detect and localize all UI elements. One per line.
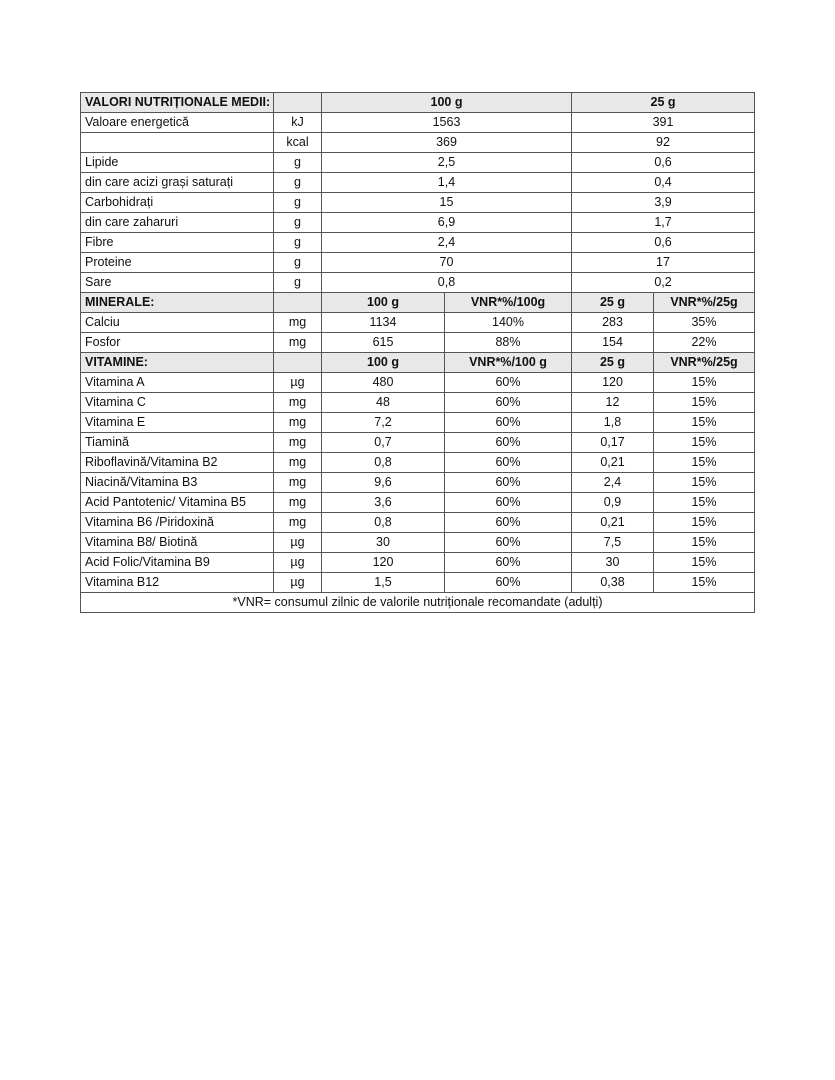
vitamin-value-25g: 0,9	[572, 493, 654, 513]
vitamin-name: Riboflavină/Vitamina B2	[81, 453, 274, 473]
vitamin-vnr-100g: 60%	[445, 393, 572, 413]
vitamin-unit: µg	[274, 533, 322, 553]
vitamin-vnr-100g: 60%	[445, 553, 572, 573]
vitamin-unit: mg	[274, 473, 322, 493]
mineral-name: Fosfor	[81, 333, 274, 353]
energy-value-25g: 92	[572, 133, 755, 153]
minerals-header-label: MINERALE:	[81, 293, 274, 313]
footnote-row	[81, 593, 755, 613]
minerals-header-vnr-25g: VNR*%/25g	[654, 293, 755, 313]
vitamin-value-25g: 0,38	[572, 573, 654, 593]
energy-name: Carbohidrați	[81, 193, 274, 213]
energy-row	[81, 153, 755, 173]
vitamin-name: Tiamină	[81, 433, 274, 453]
vitamin-name: Niacină/Vitamina B3	[81, 473, 274, 493]
vitamin-value-100g: 9,6	[322, 473, 445, 493]
vitamin-name: Acid Pantotenic/ Vitamina B5	[81, 493, 274, 513]
vitamin-value-100g: 30	[322, 533, 445, 553]
mineral-value-25g: 283	[572, 313, 654, 333]
energy-unit: g	[274, 173, 322, 193]
vitamins-header-unit-cell	[274, 353, 322, 373]
vitamin-unit: mg	[274, 433, 322, 453]
vitamin-value-100g: 480	[322, 373, 445, 393]
vitamin-unit: mg	[274, 493, 322, 513]
vitamin-vnr-100g: 60%	[445, 533, 572, 553]
vitamin-vnr-100g: 60%	[445, 413, 572, 433]
vitamin-value-100g: 48	[322, 393, 445, 413]
vitamin-name: Vitamina C	[81, 393, 274, 413]
energy-value-100g: 2,5	[322, 153, 572, 173]
energy-row	[81, 173, 755, 193]
vitamin-vnr-25g: 15%	[654, 493, 755, 513]
energy-value-25g: 0,6	[572, 233, 755, 253]
vitamins-header-row	[81, 353, 755, 373]
vitamin-vnr-25g: 15%	[654, 473, 755, 493]
mineral-unit: mg	[274, 333, 322, 353]
mineral-vnr-100g: 88%	[445, 333, 572, 353]
energy-header-row	[81, 93, 755, 113]
vitamin-vnr-100g: 60%	[445, 473, 572, 493]
energy-value-100g: 2,4	[322, 233, 572, 253]
vitamin-row	[81, 393, 755, 413]
vitamin-unit: µg	[274, 373, 322, 393]
vitamin-vnr-25g: 15%	[654, 513, 755, 533]
vitamin-row	[81, 473, 755, 493]
vitamin-vnr-25g: 15%	[654, 433, 755, 453]
vitamin-row	[81, 513, 755, 533]
vitamin-value-25g: 1,8	[572, 413, 654, 433]
vitamin-value-25g: 0,21	[572, 453, 654, 473]
vitamin-vnr-100g: 60%	[445, 493, 572, 513]
energy-unit: g	[274, 233, 322, 253]
mineral-row	[81, 333, 755, 353]
vitamin-unit: µg	[274, 573, 322, 593]
vitamin-vnr-25g: 15%	[654, 553, 755, 573]
energy-name: din care acizi grași saturați	[81, 173, 274, 193]
energy-value-100g: 70	[322, 253, 572, 273]
vitamin-vnr-100g: 60%	[445, 373, 572, 393]
vitamin-row	[81, 453, 755, 473]
mineral-value-100g: 1134	[322, 313, 445, 333]
mineral-unit: mg	[274, 313, 322, 333]
mineral-name: Calciu	[81, 313, 274, 333]
energy-name: Proteine	[81, 253, 274, 273]
energy-row	[81, 233, 755, 253]
vitamin-vnr-25g: 15%	[654, 453, 755, 473]
vitamin-name: Acid Folic/Vitamina B9	[81, 553, 274, 573]
energy-value-25g: 1,7	[572, 213, 755, 233]
energy-name: Fibre	[81, 233, 274, 253]
energy-value-100g: 369	[322, 133, 572, 153]
vitamin-name: Vitamina B8/ Biotină	[81, 533, 274, 553]
energy-unit: kJ	[274, 113, 322, 133]
vitamin-unit: mg	[274, 413, 322, 433]
vitamin-vnr-25g: 15%	[654, 413, 755, 433]
vitamin-name: Vitamina A	[81, 373, 274, 393]
vitamin-value-100g: 1,5	[322, 573, 445, 593]
vitamin-value-100g: 0,8	[322, 513, 445, 533]
energy-value-25g: 0,6	[572, 153, 755, 173]
energy-row	[81, 213, 755, 233]
energy-header-label: VALORI NUTRIȚIONALE MEDII:	[81, 93, 274, 113]
vitamins-header-25g: 25 g	[572, 353, 654, 373]
mineral-row	[81, 313, 755, 333]
energy-value-100g: 0,8	[322, 273, 572, 293]
energy-header-unit-cell	[274, 93, 322, 113]
vitamin-value-25g: 30	[572, 553, 654, 573]
energy-name: Lipide	[81, 153, 274, 173]
energy-name	[81, 133, 274, 153]
energy-name: din care zaharuri	[81, 213, 274, 233]
vitamin-name: Vitamina B6 /Piridoxină	[81, 513, 274, 533]
energy-unit: g	[274, 213, 322, 233]
vitamin-value-100g: 0,7	[322, 433, 445, 453]
vitamin-vnr-25g: 15%	[654, 573, 755, 593]
vitamin-value-25g: 12	[572, 393, 654, 413]
vitamin-row	[81, 533, 755, 553]
minerals-header-25g: 25 g	[572, 293, 654, 313]
vitamins-header-label: VITAMINE:	[81, 353, 274, 373]
energy-header-100g: 100 g	[322, 93, 572, 113]
energy-unit: g	[274, 253, 322, 273]
nutrition-table-body	[81, 93, 755, 613]
energy-name: Sare	[81, 273, 274, 293]
minerals-header-vnr-100g: VNR*%/100g	[445, 293, 572, 313]
mineral-vnr-100g: 140%	[445, 313, 572, 333]
vitamin-row	[81, 573, 755, 593]
mineral-value-25g: 154	[572, 333, 654, 353]
energy-unit: kcal	[274, 133, 322, 153]
vitamin-vnr-100g: 60%	[445, 513, 572, 533]
vitamin-value-25g: 120	[572, 373, 654, 393]
vitamin-value-25g: 2,4	[572, 473, 654, 493]
energy-value-25g: 17	[572, 253, 755, 273]
vitamin-unit: µg	[274, 553, 322, 573]
vitamin-value-100g: 0,8	[322, 453, 445, 473]
vitamin-row	[81, 433, 755, 453]
mineral-vnr-25g: 22%	[654, 333, 755, 353]
energy-value-25g: 0,2	[572, 273, 755, 293]
vitamin-vnr-25g: 15%	[654, 533, 755, 553]
mineral-vnr-25g: 35%	[654, 313, 755, 333]
energy-row	[81, 193, 755, 213]
vitamin-row	[81, 413, 755, 433]
energy-value-25g: 3,9	[572, 193, 755, 213]
energy-value-25g: 0,4	[572, 173, 755, 193]
vitamin-value-100g: 7,2	[322, 413, 445, 433]
vitamin-vnr-100g: 60%	[445, 433, 572, 453]
energy-row	[81, 133, 755, 153]
energy-unit: g	[274, 193, 322, 213]
energy-name: Valoare energetică	[81, 113, 274, 133]
energy-header-25g: 25 g	[572, 93, 755, 113]
energy-row	[81, 273, 755, 293]
mineral-value-100g: 615	[322, 333, 445, 353]
energy-value-100g: 6,9	[322, 213, 572, 233]
vitamin-vnr-25g: 15%	[654, 393, 755, 413]
vitamin-value-100g: 120	[322, 553, 445, 573]
minerals-header-100g: 100 g	[322, 293, 445, 313]
vitamin-name: Vitamina E	[81, 413, 274, 433]
energy-value-100g: 1,4	[322, 173, 572, 193]
vitamin-row	[81, 493, 755, 513]
vitamin-value-25g: 0,17	[572, 433, 654, 453]
energy-value-100g: 15	[322, 193, 572, 213]
energy-row	[81, 253, 755, 273]
energy-unit: g	[274, 273, 322, 293]
vitamin-vnr-100g: 60%	[445, 453, 572, 473]
energy-value-25g: 391	[572, 113, 755, 133]
vitamin-value-100g: 3,6	[322, 493, 445, 513]
vitamin-vnr-100g: 60%	[445, 573, 572, 593]
vitamin-name: Vitamina B12	[81, 573, 274, 593]
vitamins-header-vnr-100g: VNR*%/100 g	[445, 353, 572, 373]
vitamins-header-vnr-25g: VNR*%/25g	[654, 353, 755, 373]
vitamins-header-100g: 100 g	[322, 353, 445, 373]
vitamin-row	[81, 553, 755, 573]
vitamin-value-25g: 0,21	[572, 513, 654, 533]
energy-unit: g	[274, 153, 322, 173]
energy-row	[81, 113, 755, 133]
energy-value-100g: 1563	[322, 113, 572, 133]
minerals-header-unit-cell	[274, 293, 322, 313]
vitamin-unit: mg	[274, 393, 322, 413]
nutrition-table	[80, 92, 755, 613]
footnote: *VNR= consumul zilnic de valorile nutriționale recomandate (adulți)	[81, 593, 755, 613]
vitamin-value-25g: 7,5	[572, 533, 654, 553]
minerals-header-row	[81, 293, 755, 313]
vitamin-row	[81, 373, 755, 393]
vitamin-vnr-25g: 15%	[654, 373, 755, 393]
vitamin-unit: mg	[274, 513, 322, 533]
vitamin-unit: mg	[274, 453, 322, 473]
